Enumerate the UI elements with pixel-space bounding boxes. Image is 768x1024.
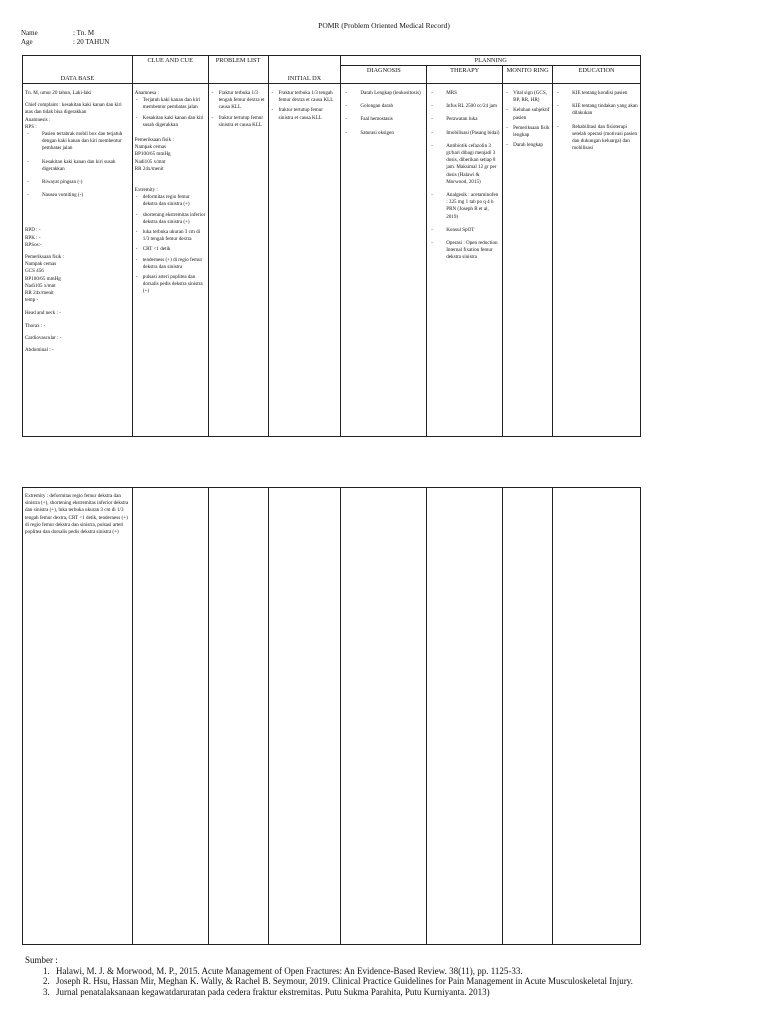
diagnosis-list — [343, 90, 424, 137]
list-item: - Pemeriksaan fisik lengkap — [512, 125, 550, 139]
continuation-table — [22, 487, 641, 945]
list-item: - deformitas regio femur dekstra dan sinistra (+) — [142, 194, 206, 208]
list-item: - Golongan darah — [359, 103, 424, 110]
age-value: : 20 TAHUN — [73, 38, 110, 46]
list-item: - Rehabilitasi dan fisioterapi setelah operasi (motivasi pasien dan dukungan keluarga) dan mobilisasi — [571, 124, 638, 153]
list-item: - Fraktur terbuka 1/3 tengah femur dextra et causa KLL — [218, 90, 266, 112]
list-item: - luka terbuka ukuran 3 cm di 1/3 tengah femur dextra — [142, 229, 206, 243]
header-monitoring: MONITO RING — [503, 66, 553, 84]
clue-exam-line: Nadi105 x/mnt — [134, 158, 166, 165]
empty-cell — [341, 488, 427, 945]
list-item: - Faal hemostasis — [359, 116, 424, 123]
list-item: - KIE tentang tindakan yang akan dilakukan — [571, 103, 638, 117]
exam-line: GCS 456 — [25, 268, 44, 275]
exam-line: temp - — [25, 297, 39, 304]
list-item: - Saturasi oksigen — [359, 130, 424, 137]
list-item: - Imobilisasi (Pasang bidai) — [445, 130, 500, 137]
thorax: Thorax : - — [25, 322, 46, 329]
clue-exam-line: Nampak cemas — [134, 144, 167, 151]
clue-exam-line: BP100/65 mmHg — [134, 151, 171, 158]
therapy-cell — [427, 84, 503, 437]
header-problem: PROBLEM LIST — [208, 56, 268, 84]
continuation-database-cell — [23, 488, 133, 945]
exam-line: BP100/65 mmHg — [25, 275, 61, 282]
rps-label: RPS : — [25, 123, 37, 130]
empty-cell — [427, 488, 503, 945]
monitoring-list — [505, 90, 550, 149]
age-label: Age — [21, 38, 33, 46]
anamnesis-label: Anamnesis : — [25, 116, 51, 123]
header-therapy: THERAPY — [427, 66, 503, 84]
cardiovascular: Cardiovascular : - — [25, 334, 62, 341]
rpd: RPD : - — [25, 227, 41, 234]
head-neck: Head and neck : - — [25, 310, 61, 317]
document-title: POMR (Problem Oriented Medical Record) — [318, 21, 450, 30]
sources-list — [25, 966, 745, 998]
list-item: - Analgesik : acetaminofen : 325 mg 1 tab po q 4 h PRN (Joseph R et al, 2019) — [445, 192, 500, 221]
initial-cell — [268, 84, 341, 437]
source-item: 2. Joseph R. Hsu, Hassan Mir, Meghan K. Wally, & Rachel B. Seymour, 2019. Clinical Practice Guidelines for Pain Management in Acute Musculoskeletal Injury. — [52, 976, 745, 987]
empty-cell — [503, 488, 553, 945]
source-item: 3. Jurnal penatalaksanaan kegawatdaruratan pada cedera fraktur ekstremitas. Putu Sukma Parahita, Putu Kurniyanta. 2013) — [52, 987, 745, 998]
list-item: - MRS — [445, 90, 500, 97]
clue-anamnesa-list — [135, 97, 206, 129]
database-intro: Tn. M, umur 20 tahun, Laki-laki — [25, 90, 92, 96]
source-item: 1. Halawi, M. J. & Morwood, M. P., 2015. Acute Management of Open Fractures: An Evidence-Based Review. 38(11), pp. 1125-33. — [52, 966, 745, 977]
rpsos: RPSos:- — [25, 241, 42, 248]
header-clue: CLUE AND CUE — [132, 56, 208, 84]
exam-line: Nadi105 x/mnt — [25, 282, 56, 289]
list-item: - Terjatuh kaki kanan dan kiri membentur pembatas jalan — [142, 97, 206, 111]
education-cell — [553, 84, 641, 437]
list-item: - Nausea vomiting (-) — [41, 192, 130, 199]
exam-line: Nampak cemas — [25, 261, 57, 268]
empty-cell — [208, 488, 268, 945]
list-item: - fraktur tertutup femur sinistra et causa KLL — [218, 115, 266, 129]
header-education: EDUCATION — [553, 66, 641, 84]
name-label: Name — [21, 29, 38, 37]
rps-list — [25, 131, 130, 199]
sources-section — [25, 955, 745, 997]
header-planning: PLANNING — [341, 56, 641, 66]
list-item: - Konsul SpOT — [445, 227, 500, 234]
chief-complaint: Chief complaint : kesakitan kaki kanan dan kiri atas dan tidak bisa digerakkan — [25, 102, 122, 116]
list-item: - Perawatan luka — [445, 116, 500, 123]
clue-cell — [132, 84, 208, 437]
header-database: DATA BASE — [23, 56, 133, 84]
list-item: - Darah Lengkap (leukositosis) — [359, 90, 424, 97]
monitoring-cell — [503, 84, 553, 437]
clue-exam-line: RR 24x/menit — [134, 165, 164, 172]
list-item: - tenderness (+) di regio femur dekstra dan sinistra — [142, 257, 206, 271]
list-item: - pulsasi arteri poplitea dan dorsalis pedis dekstra sinistra (+) — [142, 274, 206, 296]
list-item: - Pasien tertabrak mobil box dan terjatuh dengan kaki kanan dan kiri membentur pembatas jalan — [41, 131, 130, 153]
list-item: - Operasi : Open reduction Internal fixation femur dekstra sinistra — [445, 240, 500, 262]
list-item: - fraktur tertutup femur sinistra et causa KLL — [278, 107, 339, 121]
education-list — [555, 90, 638, 152]
list-item: - Riwayat pingsan (-) — [41, 179, 130, 186]
problem-cell — [208, 84, 268, 437]
list-item: - Antibiotik cefazolin 3 gr/hari dibagi menjadi 3 dosis, diberikan setiap 8 jam. Maksimal 12 gr per dosis (Halawi & Morwood, 2015) — [445, 143, 500, 186]
clue-extremity-list — [135, 194, 206, 295]
problem-list — [211, 90, 266, 129]
list-item: - Infus RL 2500 cc/24 jam — [445, 103, 500, 110]
list-item: - shortening ekstremitas inferior dekstra dan sinistra (+) — [142, 212, 206, 226]
list-item: - Kesakitan kaki kanan dan kiri susah digerakkan — [41, 159, 130, 173]
list-item: - KIE tentang kondisi pasien — [571, 90, 638, 97]
list-item: - Fraktur terbuka 1/3 tengah femur dextra et causa KLL — [278, 90, 339, 104]
sources-label: Sumber : — [25, 955, 58, 965]
initial-list — [271, 90, 339, 122]
rpk: RPK : - — [25, 234, 41, 241]
exam-title: Pemeriksaan fisik : — [25, 254, 65, 261]
therapy-list — [429, 90, 500, 262]
empty-cell — [132, 488, 208, 945]
extremity-text: Extremity : deformitas regio femur dekstra dan sinistra (+), shortening ekstremitas inferior dekstra dan sinistra (+), luka terbuka ukuran 3 cm di 1/3 tengah femur dextra, CRT <1 detik, tenderness (+) di regio femur dekstra dan sinistra, pulsasi arteri poplitea dan dorsalis pedis dekstra sinistra (+) — [25, 493, 129, 536]
diagnosis-cell — [341, 84, 427, 437]
clue-extremity-title: Extremity : — [134, 187, 158, 194]
abdominal: Abdominal : - — [25, 347, 54, 354]
patient-name-row — [21, 29, 94, 37]
list-item: - Keluhan subjektif pasien — [512, 107, 550, 121]
header-initial: INITIAL DX — [268, 56, 341, 84]
database-cell — [23, 84, 133, 437]
patient-age-row — [21, 38, 109, 46]
empty-cell — [553, 488, 641, 945]
list-item: - Darah lengkap — [512, 142, 550, 149]
clue-anamnesa-title: Anamnesa : — [134, 90, 159, 96]
list-item: - CRT <1 detik — [142, 246, 206, 253]
exam-line: RR 24x/menit — [25, 290, 54, 297]
pomr-table — [22, 55, 641, 437]
list-item: - Kesakitan kaki kanan dan kiri susah digerakkan — [142, 115, 206, 129]
header-diagnosis: DIAGNOSIS — [341, 66, 427, 84]
list-item: - Vital sign (GCS, BP, RR, HR) — [512, 90, 550, 104]
clue-exam-title: Pemeriksaan fisik : — [134, 137, 174, 144]
name-value: : Tn. M — [73, 29, 95, 37]
empty-cell — [268, 488, 341, 945]
